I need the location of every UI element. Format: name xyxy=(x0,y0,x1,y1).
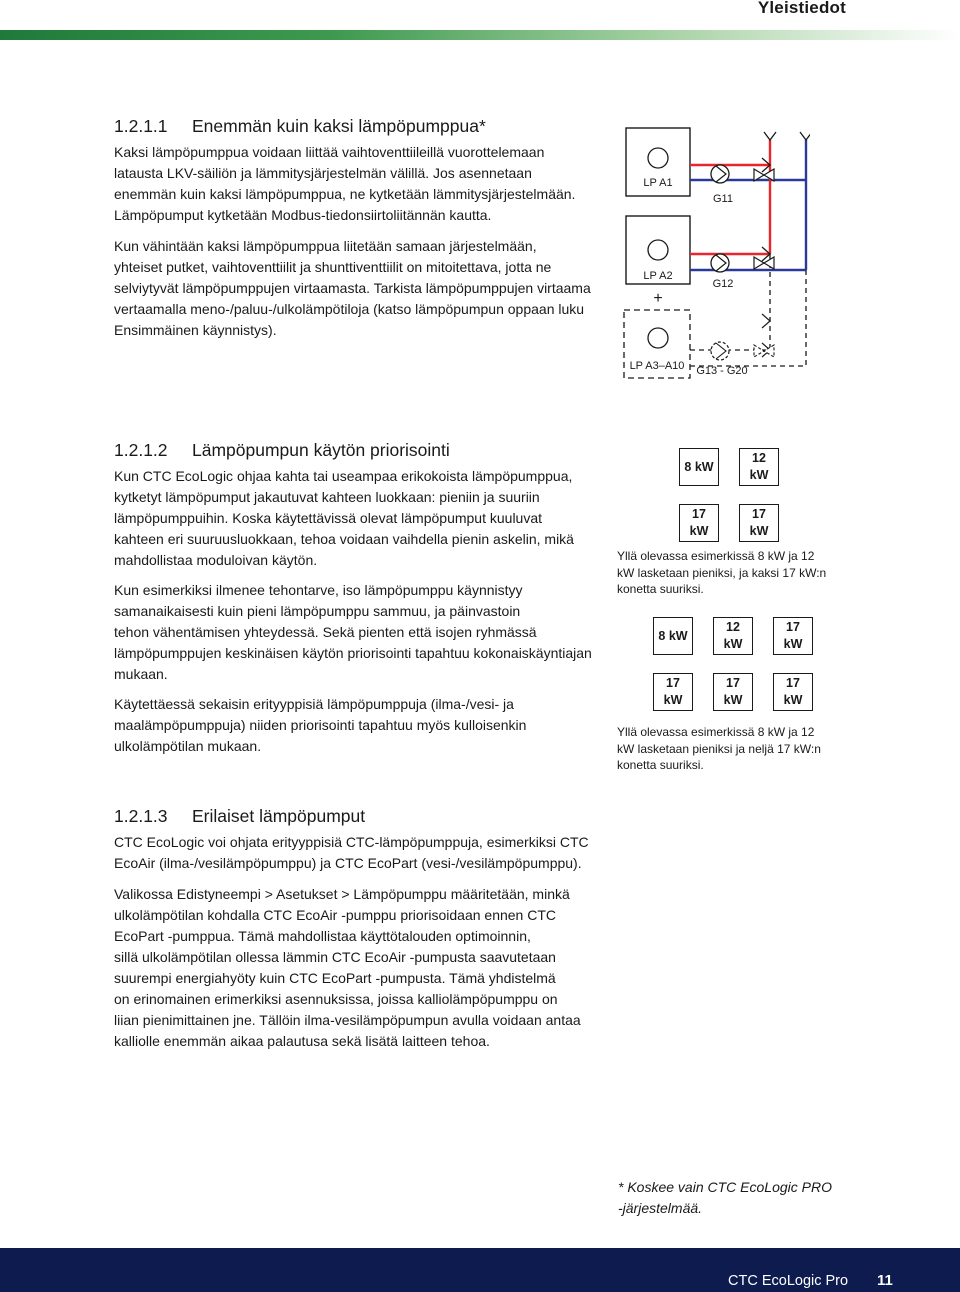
pump-size-box xyxy=(679,504,719,542)
pump-size-unit: kW xyxy=(723,637,743,651)
section-heading xyxy=(114,440,450,461)
header-gradient-bar xyxy=(0,30,960,40)
pump-size-value: 8 kW xyxy=(658,628,688,643)
footer-product-name: CTC EcoLogic Pro xyxy=(728,1273,849,1289)
section-number: 1.2.1.3 xyxy=(114,806,168,826)
section-title: Lämpöpumpun käytön priorisointi xyxy=(192,440,450,460)
pump-size-box xyxy=(679,448,719,486)
pump-size-value: 17 xyxy=(786,676,800,690)
section1-paragraph-1: Kaksi lämpöpumppua voidaan liittää vaihtoventtiileillä vuorottelemaan latausta LKV-säiliön ja lämmitysjärjestelmän välillä. Jos asennetaan enemmän kuin kaksi lämpöpumppua, ne kytketään lämmitysjärjestelmään. Lämpöpumput kytketään Modbus-tiedonsiirtoliitännän kautta. xyxy=(114,144,576,223)
header-title: Yleistiedot xyxy=(757,0,846,17)
page-number: 11 xyxy=(877,1272,893,1289)
pump-size-box xyxy=(773,617,813,655)
pump-size-value: 17 xyxy=(692,507,706,521)
pump-size-box xyxy=(773,673,813,711)
pump-size-box xyxy=(739,448,779,486)
section3-paragraph-2: Valikossa Edistyneempi > Asetukset > Lämpöpumppu määritetään, minkä ulkolämpötilan kohdalla CTC EcoAir -pumppu priorisoidaan ennen CTC EcoPart -pumppua. Tämä mahdollistaa käyttötalouden optimoinnin, sillä ulkolämpötilan ollessa lämmin CTC EcoAir -pumpusta saavutetaan suurempi energiahyöty kuin CTC EcoPart -pumpusta. Tämä yhdistelmä on erinomainen erimerkiksi asennuksissa, joissa kalliolämpöpumppu on liian pienimittainen jne. Tällöin ilma-vesilämpöpumpun avulla voidaan antaa kalliolle enemmän aikaa palautusa sekä lisätä laitteen tehoa. xyxy=(114,886,581,1049)
pump-size-unit: kW xyxy=(749,524,769,538)
pump-g11-icon xyxy=(711,165,729,183)
section-heading xyxy=(114,806,365,827)
pump-circle-3 xyxy=(648,328,668,348)
pump-size-value: 17 xyxy=(752,507,766,521)
section-number: 1.2.1.2 xyxy=(114,440,168,460)
pump-size-value: 17 xyxy=(666,676,680,690)
pump-size-unit: kW xyxy=(783,637,803,651)
section3-paragraph-1: CTC EcoLogic voi ohjata erityyppisiä CTC-lämpöpumppuja, esimerkiksi CTC EcoAir (ilma-/vesilämpöpumppu) ja CTC EcoPart (vesi-/vesilämpöpumppu). xyxy=(114,834,589,871)
lp-a3-a10-label: LP A3–A10 xyxy=(629,360,685,372)
pump-size-unit: kW xyxy=(783,693,803,707)
section2-paragraph-2: Kun esimerkiksi ilmenee tehontarve, iso lämpöpumppu käynnistyy samanaikaisesti kuin pieni lämpöpumppu sammuu, ja päinvastoin tehon vähentämisen yhteydessä. Sekä pienten että isojen ryhmässä lämpöpumppujen keskinäisen käytön priorisointi tapahtuu kokonaiskäyntiajan mukaan. xyxy=(114,582,592,682)
pump-size-value: 17 xyxy=(726,676,740,690)
pump-g12-icon xyxy=(711,254,729,272)
pump-size-unit: kW xyxy=(723,693,743,707)
section2-paragraph-3: Käytettäessä sekaisin erityyppisiä lämpöpumppuja (ilma-/vesi- ja maalämpöpumppuja) niiden priorisointi tapahtuu myös kulloisenkin ulkolämpötilan mukaan. xyxy=(114,696,527,754)
heat-pump-connection-diagram xyxy=(610,120,810,385)
section-heading xyxy=(114,116,486,137)
footnote: * Koskee vain CTC EcoLogic PRO -järjestelmää. xyxy=(618,1179,832,1216)
pump-size-box xyxy=(739,504,779,542)
pump-size-value: 12 xyxy=(726,620,740,634)
pump-size-box xyxy=(653,673,693,711)
pump-size-value: 12 xyxy=(752,451,766,465)
g13-g20-label: G13 - G20 xyxy=(696,365,748,377)
section-number: 1.2.1.1 xyxy=(114,116,168,136)
pump-size-unit: kW xyxy=(663,693,683,707)
pump-circle-1 xyxy=(648,148,668,168)
section-title: Enemmän kuin kaksi lämpöpumppua* xyxy=(192,116,486,136)
g11-label: G11 xyxy=(713,193,733,205)
pump-size-value: 17 xyxy=(786,620,800,634)
pump-g13-g20-icon xyxy=(711,342,729,360)
pump-size-box xyxy=(713,673,753,711)
plus-label: + xyxy=(653,290,663,307)
pump-size-box xyxy=(653,617,693,655)
pump-size-unit: kW xyxy=(749,468,769,482)
lp-a1-label: LP A1 xyxy=(643,177,673,189)
section2-paragraph-1: Kun CTC EcoLogic ohjaa kahta tai useampaa erikokoista lämpöpumppua, kytketyt lämpöpumput jakautuvat kahteen luokkaan: pieniin ja suuriin lämpöpumppuihin. Koska käytettävissä olevat lämpöpumput kuuluvat kahteen eri suuruusluokkaan, tehoa voidaan vaihdella pienin askelin, mikä mahdollistaa moduloivan käytön. xyxy=(114,468,574,568)
section1-paragraph-2: Kun vähintään kaksi lämpöpumppua liitetään samaan järjestelmään, yhteiset putket, vaihtoventtiilit ja shunttiventtiilit on mitoitettava, jotta ne selviytyvät lämpöpumppujen virtaamasta. Tarkista lämpöpumppujen virtaama vertaamalla meno-/paluu-/ulkolämpötiloja (katso lämpöpumpun oppaan luku Ensimmäinen käynnistys). xyxy=(114,238,591,338)
example1-caption: Yllä olevassa esimerkissä 8 kW ja 12 kW lasketaan pieniksi, ja kaksi 17 kW:n konetta suuriksi. xyxy=(617,549,827,596)
g12-label: G12 xyxy=(712,278,734,290)
pump-size-value: 8 kW xyxy=(684,459,714,474)
pump-circle-2 xyxy=(648,240,668,260)
pump-size-box xyxy=(713,617,753,655)
section-title: Erilaiset lämpöpumput xyxy=(192,806,366,826)
example2-caption: Yllä olevassa esimerkissä 8 kW ja 12 kW lasketaan pieniksi ja neljä 17 kW:n konetta suuriksi. xyxy=(617,725,821,772)
lp-a2-label: LP A2 xyxy=(643,270,673,282)
pump-size-unit: kW xyxy=(689,524,709,538)
